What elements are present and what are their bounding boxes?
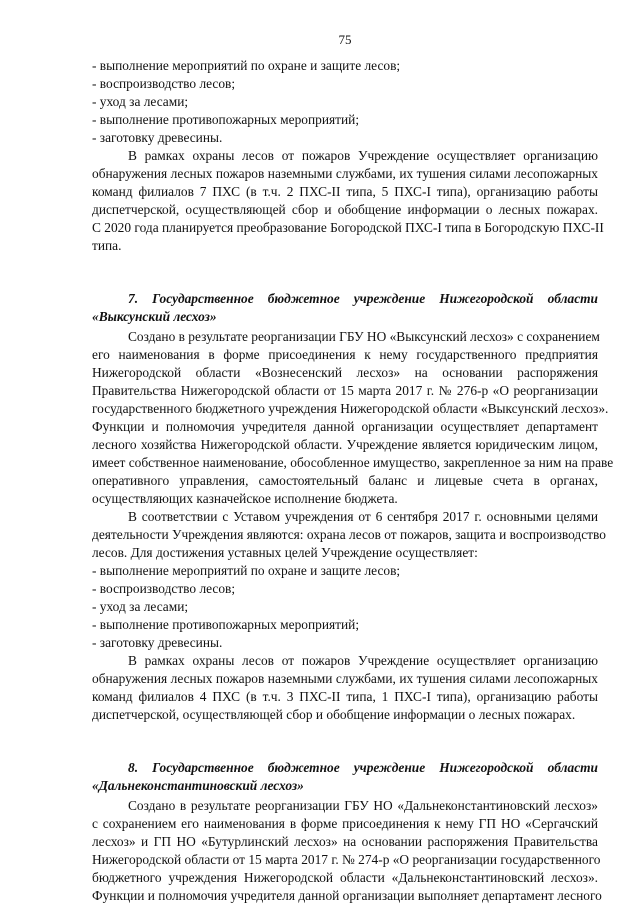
paragraph-line: команд филиалов 7 ПХС (в т.ч. 2 ПХС-II типа, 5 ПХС-I типа), организацию работы (92, 184, 598, 199)
paragraph-dalnekonstantinovsky-creation (92, 797, 602, 905)
list-item: - заготовку древесины. (92, 130, 223, 145)
paragraph-line: В рамках охраны лесов от пожаров Учреждение осуществляет организацию (128, 148, 598, 163)
list-item: - уход за лесами; (92, 94, 189, 109)
paragraph-line: типа. (92, 238, 122, 253)
document-body (92, 57, 614, 905)
list-item: - уход за лесами; (92, 599, 189, 614)
list-item: - выполнение мероприятий по охране и защите лесов; (92, 58, 401, 73)
paragraph-line: лесхоз» и ГП НО «Бутурлинский лесхоз» на основании распоряжения Правительства (92, 834, 598, 849)
list-item: - заготовку древесины. (92, 635, 223, 650)
list-item: - воспроизводство лесов; (92, 581, 236, 596)
page-number: 75 (338, 32, 352, 47)
bullet-list-section6 (92, 57, 598, 147)
paragraph-line: команд филиалов 4 ПХС (в т.ч. 3 ПХС-II типа, 1 ПХС-I типа), организацию работы (92, 689, 598, 704)
heading-line: 7. Государственное бюджетное учреждение Нижегородской области (128, 291, 598, 306)
heading-line: «Выксунский лесхоз» (92, 309, 217, 324)
paragraph-line: государственного бюджетного учреждения Нижегородской области «Выксунский лесхоз». (92, 401, 609, 416)
paragraph-line: лесного хозяйства Нижегородской области. Учреждение является юридическим лицом, (92, 437, 598, 452)
paragraph-line: С 2020 года планируется преобразование Богородской ПХС-I типа в Богородскую ПХС-II (92, 220, 604, 235)
paragraph-line: деятельности Учреждения являются: охрана лесов от пожаров, защита и воспроизводство (92, 527, 606, 542)
paragraph-line: оперативного управления, самостоятельный баланс и лицевые счета в органах, (92, 473, 598, 488)
section-heading-7 (92, 290, 598, 326)
paragraph-line: Правительства Нижегородской области от 15 марта 2017 г. № 276-р «О реорганизации (92, 383, 598, 398)
paragraph-line: Нижегородской области от 15 марта 2017 г. № 274-р «О реорганизации государственного (92, 852, 601, 867)
paragraph-line: Создано в результате реорганизации ГБУ НО «Выксунский лесхоз» с сохранением (128, 329, 600, 344)
paragraph-line: Нижегородской области «Вознесенский лесхоз» на основании распоряжения (92, 365, 598, 380)
paragraph-line: диспетчерской, осуществляющей сбор и обобщение информации о лесных пожарах. (92, 707, 576, 722)
paragraph-line: Функции и полномочия учредителя данной организации осуществляет департамент (92, 419, 598, 434)
paragraph-line: Функции и полномочия учредителя данной организации выполняет департамент лесного (92, 888, 602, 903)
paragraph-fire-protection-section7 (92, 652, 598, 724)
section-heading-8 (92, 759, 598, 795)
heading-line: 8. Государственное бюджетное учреждение Нижегородской области (128, 760, 598, 775)
paragraph-line: диспетчерской, осуществляющей сбор и обобщение информации о лесных пожарах. (92, 202, 598, 217)
paragraph-line: обнаружения лесных пожаров наземными службами, их тушения силами лесопожарных (92, 671, 598, 686)
paragraph-line: осуществляющих казначейское исполнение бюджета. (92, 491, 398, 506)
paragraph-line: В соответствии с Уставом учреждения от 6 сентября 2017 г. основными целями (128, 509, 598, 524)
list-item: - выполнение мероприятий по охране и защите лесов; (92, 563, 401, 578)
bullet-list-section7 (92, 562, 598, 652)
paragraph-line: бюджетного учреждения Нижегородской области «Дальнеконстантиновский лесхоз». (92, 870, 598, 885)
paragraph-line: имеет собственное наименование, обособленное имущество, закрепленное за ним на праве (92, 455, 614, 470)
heading-line: «Дальнеконстантиновский лесхоз» (92, 778, 304, 793)
paragraph-vyksa-charter (92, 508, 606, 562)
paragraph-vyksa-creation (92, 328, 614, 508)
paragraph-line: Создано в результате реорганизации ГБУ НО «Дальнеконстантиновский лесхоз» (128, 798, 598, 813)
paragraph-line: обнаружения лесных пожаров наземными службами, их тушения силами лесопожарных (92, 166, 598, 181)
paragraph-fire-protection-section6 (92, 147, 604, 255)
document-page (92, 0, 614, 905)
paragraph-line: В рамках охраны лесов от пожаров Учреждение осуществляет организацию (128, 653, 598, 668)
paragraph-line: с сохранением его наименования в форме присоединения к нему ГП НО «Сергачский (92, 816, 598, 831)
paragraph-line: его наименования в форме присоединения к нему государственного предприятия (92, 347, 598, 362)
list-item: - выполнение противопожарных мероприятий; (92, 617, 360, 632)
paragraph-line: лесов. Для достижения уставных целей Учреждение осуществляет: (92, 545, 478, 560)
list-item: - выполнение противопожарных мероприятий; (92, 112, 360, 127)
list-item: - воспроизводство лесов; (92, 76, 236, 91)
